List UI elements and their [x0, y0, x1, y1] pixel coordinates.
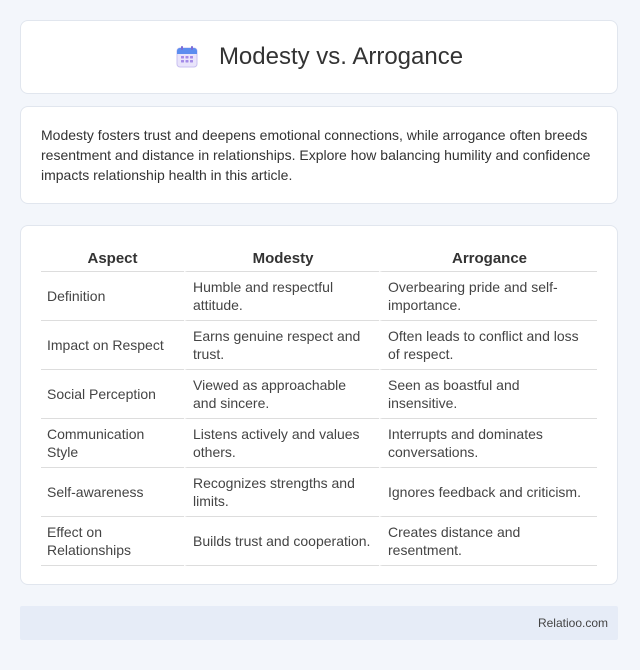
intro-text: Modesty fosters trust and deepens emotional connections, while arrogance often breeds resentment and distance in relationships. Explore how balancing humility and confidence impacts relationship health in this article.: [41, 127, 591, 183]
intro-card: [20, 106, 618, 204]
footer: [20, 606, 618, 640]
arrogance-cell: Overbearing pride and self-importance.: [379, 272, 597, 321]
modesty-cell: Viewed as approachable and sincere.: [184, 370, 379, 419]
modesty-cell: Recognizes strengths and limits.: [184, 468, 379, 517]
arrogance-cell: Ignores feedback and criticism.: [379, 468, 597, 517]
header-modesty: Modesty: [184, 246, 379, 272]
aspect-cell: Self-awareness: [41, 468, 184, 517]
table-header-row: [41, 246, 597, 272]
aspect-cell: Communication Style: [41, 419, 184, 468]
header-aspect: Aspect: [41, 246, 184, 272]
comparison-table: [41, 246, 597, 566]
comparison-card: [20, 225, 618, 585]
table-row: [41, 468, 597, 517]
arrogance-cell: Creates distance and resentment.: [379, 517, 597, 566]
aspect-cell: Definition: [41, 272, 184, 321]
table-row: [41, 517, 597, 566]
arrogance-cell: Interrupts and dominates conversations.: [379, 419, 597, 468]
header-arrogance: Arrogance: [379, 246, 597, 272]
footer-site-link[interactable]: Relatioo.com: [537, 616, 608, 630]
aspect-cell: Impact on Respect: [41, 321, 184, 370]
table-row: [41, 419, 597, 468]
table-row: [41, 370, 597, 419]
table-row: [41, 321, 597, 370]
page-title: Modesty vs. Arrogance: [218, 43, 464, 70]
title-row: [175, 43, 463, 71]
modesty-cell: Earns genuine respect and trust.: [184, 321, 379, 370]
table-row: [41, 272, 597, 321]
aspect-cell: Social Perception: [41, 370, 184, 419]
arrogance-cell: Often leads to conflict and loss of respect.: [379, 321, 597, 370]
calendar-icon: [175, 45, 199, 69]
arrogance-cell: Seen as boastful and insensitive.: [379, 370, 597, 419]
modesty-cell: Listens actively and values others.: [184, 419, 379, 468]
modesty-cell: Builds trust and cooperation.: [184, 517, 379, 566]
modesty-cell: Humble and respectful attitude.: [184, 272, 379, 321]
title-card: [20, 20, 618, 94]
aspect-cell: Effect on Relationships: [41, 517, 184, 566]
